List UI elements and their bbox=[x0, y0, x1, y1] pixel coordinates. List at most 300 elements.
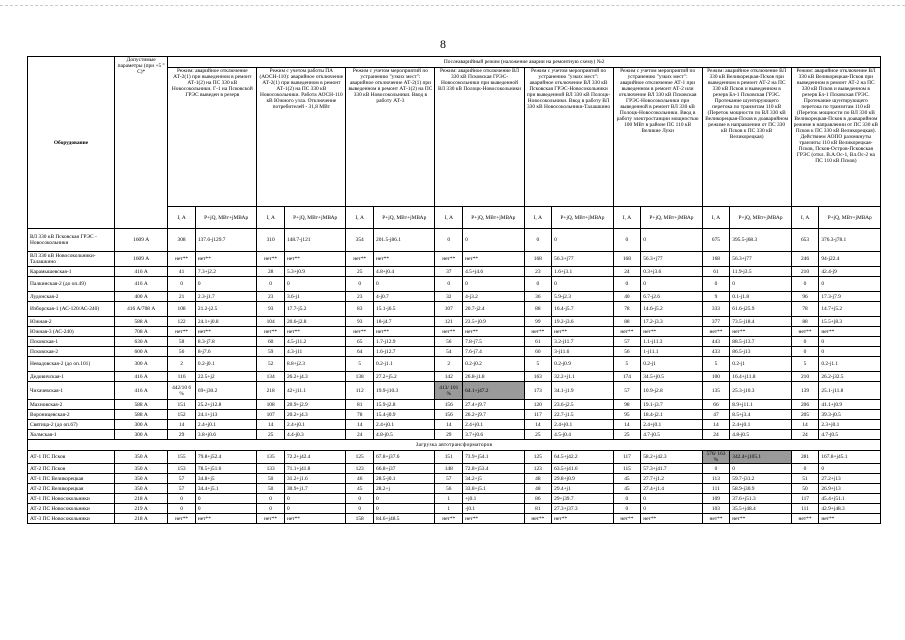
current-value: 95 bbox=[613, 410, 641, 420]
current-value: 443 bbox=[702, 337, 730, 347]
current-value: 60 bbox=[524, 347, 552, 357]
power-value: 17.7-j5.2 bbox=[284, 302, 345, 317]
table-row bbox=[28, 382, 881, 400]
current-value: 116 bbox=[168, 372, 196, 382]
current-value: 442/10 6 % bbox=[168, 382, 196, 400]
current-col-header: I, А bbox=[702, 207, 730, 229]
power-value: 0 bbox=[819, 347, 881, 357]
current-value: 78 bbox=[613, 302, 641, 317]
current-value: нет** bbox=[168, 252, 196, 267]
current-value: 14 bbox=[524, 420, 552, 430]
power-value: 26.8-j1.8 bbox=[463, 372, 524, 382]
power-value: 27.3+j37.3 bbox=[552, 504, 613, 514]
power-value: 148.7-j121 bbox=[284, 229, 345, 252]
current-col-header: I, А bbox=[524, 207, 552, 229]
power-value: 0 bbox=[374, 277, 435, 292]
equipment-name: АТ-2 ПС Великорецкая bbox=[28, 484, 115, 494]
current-value: 24 bbox=[702, 430, 730, 440]
current-value: 117 bbox=[524, 410, 552, 420]
power-value: 2.4+j0.1 bbox=[463, 420, 524, 430]
power-value: 5.3+j0.9 bbox=[284, 267, 345, 277]
scenario-header: Режим с учетом мероприятий по устранению "узких мест": аварийное отключение АТ-1 при выведенном в ремонт АТ-2 или отключение ВЛ 330 кВ Псковская ГРЭС-Новосокольники при выведенной в ремонт ВЛ 330 кВ Полоцк-Новосокольники. Ввод в работу электростанции мощностью 100 МВт в районе ПС 110 кВ Великие Луки bbox=[613, 68, 702, 207]
power-value: нет** bbox=[374, 252, 435, 267]
current-value: 50 bbox=[257, 474, 285, 484]
equipment-name: Южная-3 (АС-240) bbox=[28, 327, 115, 337]
power-value: 78.5+j51.6 bbox=[195, 464, 256, 474]
power-value: 4.7-j0.5 bbox=[641, 430, 702, 440]
current-value: нет** bbox=[524, 327, 552, 337]
power-value: 94-j22.4 bbox=[819, 252, 881, 267]
current-value: 59 bbox=[257, 347, 285, 357]
limit-value: 218 А bbox=[115, 494, 168, 504]
table-row bbox=[28, 410, 881, 420]
current-value: 78 bbox=[791, 302, 819, 317]
equipment-name: Невадовская-2 (до оп.101) bbox=[28, 357, 115, 372]
power-value: 26.9+j13 bbox=[819, 484, 881, 494]
power-value: 37.6+j51.3 bbox=[730, 494, 791, 504]
equipment-name: АТ-1 ПС Псков bbox=[28, 451, 115, 464]
scenario-header: Режим с учетом работы ПА (АОСН-110): аварийное отключение АТ-2(1) при выведенном в ремонт АТ-1(2) на ПС 330 кВ Новосокольники. Работа АОСН-110 кВ Южного узла. Отключение потребителей - 31,8 МВт bbox=[257, 68, 346, 207]
power-value: 0.1-j1.8 bbox=[730, 292, 791, 302]
power-value: 5.9-j2.3 bbox=[552, 292, 613, 302]
power-value: -j0.1 bbox=[463, 504, 524, 514]
power-value: нет** bbox=[195, 327, 256, 337]
power-value: 3.6-j1 bbox=[284, 292, 345, 302]
current-value: 139 bbox=[791, 382, 819, 400]
current-value: 2 bbox=[168, 357, 196, 372]
table-row bbox=[28, 277, 881, 292]
current-value: 45 bbox=[613, 484, 641, 494]
scenario-header: Режим: аварийное отключение ВЛ 330 кВ Великорецкая-Псков при выведенном в ремонт АТ-2 на ПС 330 кВ Псков и выведенном в резерв Бл-1 Псковская ГРЭС. Протекание шунтирующего перетока по транзитам 110 кВ (Переток мощности по ВЛ 330 кВ Великорецкая-Псков в доаварийном режиме в направлении от ПС 330 кВ Псков к ПС 330 кВ Великорецкая) bbox=[702, 68, 791, 207]
current-value: 0 bbox=[524, 277, 552, 292]
current-value: 25 bbox=[613, 430, 641, 440]
power-col-header: P+jQ, МВт+jМВАр bbox=[552, 207, 613, 229]
power-value: 0.2-j0.1 bbox=[195, 357, 256, 372]
equipment-name: Карамышевская-1 bbox=[28, 267, 115, 277]
current-value: 151 bbox=[168, 400, 196, 410]
current-value: 88 bbox=[791, 317, 819, 327]
current-value: 99 bbox=[524, 317, 552, 327]
table-row bbox=[28, 357, 881, 372]
power-value: нет** bbox=[463, 252, 524, 267]
current-value: 120 bbox=[524, 400, 552, 410]
limit-value: 416 А bbox=[115, 372, 168, 382]
power-col-header: P+jQ, МВт+jМВАр bbox=[819, 207, 881, 229]
power-value: нет** bbox=[195, 252, 256, 267]
current-value: 151 bbox=[435, 451, 463, 464]
table-row bbox=[28, 229, 881, 252]
power-value: 3-j11.6 bbox=[552, 347, 613, 357]
power-value: 22.7-j1.5 bbox=[552, 410, 613, 420]
current-value: 57 bbox=[168, 474, 196, 484]
power-value: нет** bbox=[819, 514, 881, 524]
current-value: 675 bbox=[702, 229, 730, 252]
power-value: 24.1+j0.8 bbox=[195, 317, 256, 327]
power-value: 2.4+j0.1 bbox=[195, 420, 256, 430]
equipment-name: Холмская-1 bbox=[28, 430, 115, 440]
power-value: 201.5-j86.1 bbox=[374, 229, 435, 252]
current-value: нет** bbox=[435, 327, 463, 337]
power-value: 0 bbox=[374, 504, 435, 514]
power-value: 20.6-j2.8 bbox=[284, 317, 345, 327]
current-value: 0 bbox=[257, 277, 285, 292]
power-value: 61.6-j25.9 bbox=[730, 302, 791, 317]
power-value: 58.9-j30.9 bbox=[730, 484, 791, 494]
table-row bbox=[28, 464, 881, 474]
current-value: 0 bbox=[257, 504, 285, 514]
power-value: 2.4+j0.1 bbox=[284, 420, 345, 430]
power-value: 41.1+j0.9 bbox=[819, 400, 881, 410]
page-number: 8 bbox=[440, 37, 446, 51]
current-value: 0 bbox=[168, 277, 196, 292]
limit-value: 300 А bbox=[115, 420, 168, 430]
power-value: 4.8+j0.4 bbox=[374, 267, 435, 277]
power-value: 67.8+j37.6 bbox=[374, 451, 435, 464]
power-value: 7.3+j2.2 bbox=[195, 267, 256, 277]
limit-value: 350 А bbox=[115, 474, 168, 484]
current-value: 56 bbox=[168, 347, 196, 357]
current-value: 576/ 163 % bbox=[702, 451, 730, 464]
current-value: 5 bbox=[702, 357, 730, 372]
current-value: 0 bbox=[346, 504, 374, 514]
power-value: 0 bbox=[463, 229, 524, 252]
power-value: нет** bbox=[730, 514, 791, 524]
current-value: 109 bbox=[702, 494, 730, 504]
table-row bbox=[28, 400, 881, 410]
current-value: 246 bbox=[791, 252, 819, 267]
power-value: 71.1+j41.8 bbox=[284, 464, 345, 474]
section-row bbox=[28, 440, 881, 451]
current-value: 168 bbox=[613, 252, 641, 267]
equipment-name: Чихачевская-1 bbox=[28, 382, 115, 400]
power-value: 0.2-j0.2 bbox=[463, 357, 524, 372]
table-row bbox=[28, 372, 881, 382]
current-value: 60 bbox=[257, 337, 285, 347]
power-value: 4-j3.2 bbox=[463, 292, 524, 302]
current-value: 46 bbox=[346, 474, 374, 484]
power-value: 0.2-j0.9 bbox=[552, 357, 613, 372]
current-value: 14 bbox=[702, 420, 730, 430]
current-value: 333 bbox=[702, 302, 730, 317]
current-value: 0 bbox=[346, 494, 374, 504]
power-value: 137.6-j129.7 bbox=[195, 229, 256, 252]
mode-title: Послеаварийный режим (наложение аварии на ремонтную схему) №2 bbox=[168, 57, 881, 68]
current-value: нет** bbox=[257, 252, 285, 267]
power-value: 34.8+j5 bbox=[195, 474, 256, 484]
current-value: 47 bbox=[702, 410, 730, 420]
current-value: нет** bbox=[435, 514, 463, 524]
current-value: 56 bbox=[435, 484, 463, 494]
power-value: 0 bbox=[730, 277, 791, 292]
current-value: 48 bbox=[524, 474, 552, 484]
current-value: 86 bbox=[524, 494, 552, 504]
current-value: 1 bbox=[435, 504, 463, 514]
current-value: 0 bbox=[346, 277, 374, 292]
power-value: 376.3-j78.1 bbox=[819, 229, 881, 252]
power-value: 8.3-j7.8 bbox=[195, 337, 256, 347]
current-value: 21 bbox=[168, 292, 196, 302]
scenario-header: Режим: аварийное отключение ВЛ 330 кВ Псковская ГРЭС-Новосокольники при выведенной ВЛ 330 кВ Полоцк-Новосокольники bbox=[435, 68, 524, 207]
power-value: 17.3-j7.9 bbox=[819, 292, 881, 302]
current-value: 41 bbox=[168, 267, 196, 277]
power-value: 0 bbox=[819, 277, 881, 292]
power-value: 25.3-j10.3 bbox=[730, 382, 791, 400]
power-value: нет** bbox=[195, 514, 256, 524]
current-value: 107 bbox=[257, 410, 285, 420]
current-value: 96 bbox=[791, 292, 819, 302]
current-value: 0 bbox=[613, 494, 641, 504]
current-value: 24 bbox=[613, 267, 641, 277]
power-value: 73.5-j18.4 bbox=[730, 317, 791, 327]
power-value: 15.5+j8.3 bbox=[819, 317, 881, 327]
power-value: 2.3+j0.1 bbox=[819, 420, 881, 430]
power-value: 0.2-j1 bbox=[641, 357, 702, 372]
power-value: 42+j11.1 bbox=[284, 382, 345, 400]
power-value: 27.4+j1.4 bbox=[641, 484, 702, 494]
table-row bbox=[28, 347, 881, 357]
current-value: нет** bbox=[791, 514, 819, 524]
current-value: 5 bbox=[613, 357, 641, 372]
current-value: 168 bbox=[702, 252, 730, 267]
current-value: нет** bbox=[346, 252, 374, 267]
power-value: нет** bbox=[463, 514, 524, 524]
current-value: 206 bbox=[791, 400, 819, 410]
power-value: 33.8+j5.1 bbox=[463, 484, 524, 494]
current-value: 173 bbox=[524, 382, 552, 400]
power-value: 0 bbox=[195, 504, 256, 514]
current-value: 23 bbox=[257, 292, 285, 302]
current-value: 28 bbox=[257, 267, 285, 277]
current-value: 163 bbox=[524, 372, 552, 382]
power-value: 21.2-j2.5 bbox=[195, 302, 256, 317]
current-value: 308 bbox=[168, 229, 196, 252]
current-value: 78 bbox=[346, 410, 374, 420]
power-value: 2.3-j1.7 bbox=[195, 292, 256, 302]
current-value: 148 bbox=[435, 464, 463, 474]
current-value: 174 bbox=[613, 372, 641, 382]
power-value: 0.2-j1 bbox=[730, 357, 791, 372]
limit-value: 350 А bbox=[115, 451, 168, 464]
power-value: нет** bbox=[552, 514, 613, 524]
power-value: 73.9+j54.1 bbox=[463, 451, 524, 464]
current-value: 156 bbox=[435, 400, 463, 410]
current-value: 168 bbox=[524, 252, 552, 267]
current-value: 0 bbox=[702, 277, 730, 292]
table-row bbox=[28, 474, 881, 484]
power-value: 1.6+j3.1 bbox=[552, 267, 613, 277]
power-value: 32.2+j1.1 bbox=[552, 372, 613, 382]
current-value: 103 bbox=[702, 504, 730, 514]
current-value: 152 bbox=[168, 410, 196, 420]
power-value: 56.3+j77 bbox=[641, 252, 702, 267]
table-row bbox=[28, 267, 881, 277]
equipment-name: Псковская-2 bbox=[28, 347, 115, 357]
table-row bbox=[28, 451, 881, 464]
current-value: 14 bbox=[346, 420, 374, 430]
current-col-header: I, А bbox=[791, 207, 819, 229]
current-value: 653 bbox=[791, 229, 819, 252]
power-value: 1.7-j12.9 bbox=[374, 337, 435, 347]
power-value: 15.4-j0.9 bbox=[374, 410, 435, 420]
current-col-header: I, А bbox=[435, 207, 463, 229]
current-value: 0 bbox=[791, 337, 819, 347]
power-value: 0 bbox=[284, 277, 345, 292]
current-value: 40 bbox=[613, 292, 641, 302]
power-value: нет** bbox=[284, 514, 345, 524]
current-value: 9 bbox=[702, 292, 730, 302]
current-value: 23 bbox=[346, 292, 374, 302]
current-value: 138 bbox=[346, 372, 374, 382]
table-row bbox=[28, 504, 881, 514]
power-value: 27.2+j13 bbox=[819, 474, 881, 484]
current-value: 50 bbox=[791, 484, 819, 494]
current-value: нет** bbox=[168, 514, 196, 524]
equipment-name: Святица-2 (до оп.67) bbox=[28, 420, 115, 430]
current-value: 0 bbox=[613, 277, 641, 292]
limit-value: 219 А bbox=[115, 504, 168, 514]
power-value: 1.1-j11.3 bbox=[641, 337, 702, 347]
current-value: 93 bbox=[346, 317, 374, 327]
current-value: 56 bbox=[435, 337, 463, 347]
limit-value: 416 А/708 А bbox=[115, 302, 168, 317]
current-value: 123 bbox=[524, 464, 552, 474]
power-value: 18.4-j2.1 bbox=[641, 410, 702, 420]
current-value: 377 bbox=[702, 317, 730, 327]
current-value: 88 bbox=[613, 317, 641, 327]
current-value: 0 bbox=[791, 277, 819, 292]
current-value: нет** bbox=[613, 327, 641, 337]
current-value: 115 bbox=[613, 464, 641, 474]
power-value: 31.2+j1.6 bbox=[284, 474, 345, 484]
limit-value: 218 А bbox=[115, 514, 168, 524]
scenario-header: Режим: аварийное отключение ВЛ 330 кВ Великорецкая-Псков при выведенном в ремонт АТ-2 на ПС 330 кВ Псков и выведенном в резерв Бл-1 Псковская ГРЭС. Протекание шунтирующего перетока по транзитам 110 кВ (Переток мощности по ВЛ 330 кВ Великорецкая-Псков в доаварийном режиме в направлении от ПС 330 кВ Псков к ПС 330 кВ Великорецкая). Действием АОПО разомкнуты транзиты 110 кВ Великорецкая-Псков, Псков-Остров-Псковская ГРЭС (откл. В.А.Ос-1, Вл.Ос-2 на ПС 110 кВ Псков) bbox=[791, 68, 880, 207]
power-value: 23.5+j0.9 bbox=[463, 317, 524, 327]
power-value: 72.2+j42.4 bbox=[284, 451, 345, 464]
current-value: 134 bbox=[257, 372, 285, 382]
current-value: 113 bbox=[702, 474, 730, 484]
power-value: 17.2-j3.3 bbox=[641, 317, 702, 327]
power-value: 35.5+j48.4 bbox=[730, 504, 791, 514]
current-value: 108 bbox=[168, 302, 196, 317]
power-value: 28.5-j0.1 bbox=[374, 474, 435, 484]
power-value: 0 bbox=[284, 504, 345, 514]
power-value: 0 bbox=[819, 464, 881, 474]
current-col-header: I, А bbox=[168, 207, 196, 229]
power-value: 22.5+j2 bbox=[195, 372, 256, 382]
current-value: 61 bbox=[524, 337, 552, 347]
current-value: 135 bbox=[257, 451, 285, 464]
limit-value: 350 А bbox=[115, 464, 168, 474]
current-value: 0 bbox=[168, 504, 196, 514]
current-value: 36 bbox=[524, 292, 552, 302]
power-value: 4.8-j0.5 bbox=[374, 430, 435, 440]
power-value: 0 bbox=[463, 277, 524, 292]
power-col-header: P+jQ, МВт+jМВАр bbox=[374, 207, 435, 229]
table-row bbox=[28, 302, 881, 317]
current-value: 158 bbox=[346, 514, 374, 524]
power-value: 8.9+j11.1 bbox=[730, 400, 791, 410]
power-value: 0 bbox=[641, 277, 702, 292]
current-value: 0 bbox=[613, 229, 641, 252]
power-value: 26.2-j32.5 bbox=[819, 372, 881, 382]
power-value: 7.8-j7.5 bbox=[463, 337, 524, 347]
power-value: 1-j11.1 bbox=[641, 347, 702, 357]
power-value: 4.3-j11 bbox=[284, 347, 345, 357]
power-value: 56.3+j77 bbox=[730, 252, 791, 267]
power-value: 42.9+j48.3 bbox=[819, 504, 881, 514]
current-value: 5 bbox=[791, 357, 819, 372]
power-value: 4.8-j0.5 bbox=[730, 430, 791, 440]
params-header: Допустимые параметры (при +5 ° С)* bbox=[115, 57, 168, 229]
current-value: 5 bbox=[346, 357, 374, 372]
current-value: 54 bbox=[435, 347, 463, 357]
current-value: нет** bbox=[613, 514, 641, 524]
current-value: 125 bbox=[524, 451, 552, 464]
power-value: 4.4-j0.3 bbox=[284, 430, 345, 440]
current-value: 135 bbox=[702, 382, 730, 400]
current-col-header: I, А bbox=[613, 207, 641, 229]
equipment-name: Изборская-1 (АС-120/АС-240) bbox=[28, 302, 115, 317]
current-value: 24 bbox=[346, 430, 374, 440]
current-value: 117 bbox=[613, 451, 641, 464]
current-value: нет** bbox=[702, 327, 730, 337]
current-value: 93 bbox=[257, 302, 285, 317]
equipment-name: Дедовичская-1 bbox=[28, 372, 115, 382]
current-value: 205 bbox=[791, 410, 819, 420]
power-value: 57.3+j41.7 bbox=[641, 464, 702, 474]
equipment-name: АТ-2 ПС Новосокольники bbox=[28, 504, 115, 514]
power-value: 2.4+j0.1 bbox=[730, 420, 791, 430]
current-value: 81 bbox=[524, 504, 552, 514]
current-value: 24 bbox=[791, 430, 819, 440]
current-value: 25 bbox=[257, 430, 285, 440]
current-value: 14 bbox=[168, 420, 196, 430]
power-value: 15.1-j6.5 bbox=[374, 302, 435, 317]
power-value: 14.6-j5.2 bbox=[641, 302, 702, 317]
power-value: 26.2+j4.3 bbox=[284, 372, 345, 382]
power-value: нет** bbox=[463, 327, 524, 337]
power-value: 20.9+j2.9 bbox=[284, 400, 345, 410]
current-value: 57 bbox=[613, 382, 641, 400]
power-value: 28.2+j bbox=[374, 484, 435, 494]
power-value: 34.4+j5.1 bbox=[195, 484, 256, 494]
current-value: 155 bbox=[168, 451, 196, 464]
limit-value: 588 А bbox=[115, 400, 168, 410]
power-value: нет** bbox=[284, 252, 345, 267]
power-value: 29.8+j0.9 bbox=[552, 474, 613, 484]
current-value: 112 bbox=[346, 382, 374, 400]
current-value: 56 bbox=[613, 347, 641, 357]
power-value: нет** bbox=[730, 327, 791, 337]
current-value: 14 bbox=[791, 420, 819, 430]
limit-value: 1609 А bbox=[115, 229, 168, 252]
current-value: 25 bbox=[346, 267, 374, 277]
current-value: 100 bbox=[702, 372, 730, 382]
power-value: 4.5-j11.2 bbox=[284, 337, 345, 347]
current-value: 122 bbox=[168, 317, 196, 327]
current-value: 14 bbox=[257, 420, 285, 430]
scenario-header: Режим с учетом мероприятий по устранению "узких мест": аварийное отключение ВЛ 330 кВ Псковская ГРЭС-Новосокольники при выведенной ВЛ 330 кВ Полоцк-Новосокольники. Ввод в работу ВЛ 330 кВ Новосокольники-Талашкино bbox=[524, 68, 613, 207]
current-value: 45 bbox=[613, 474, 641, 484]
table-row bbox=[28, 337, 881, 347]
current-value: 0 bbox=[435, 277, 463, 292]
power-value: 0 bbox=[730, 464, 791, 474]
power-value: 0 bbox=[641, 504, 702, 514]
equipment-header: Оборудование bbox=[28, 57, 115, 229]
current-value: 51 bbox=[791, 474, 819, 484]
current-value: нет** bbox=[257, 514, 285, 524]
power-value: 8-j7.6 bbox=[195, 347, 256, 357]
